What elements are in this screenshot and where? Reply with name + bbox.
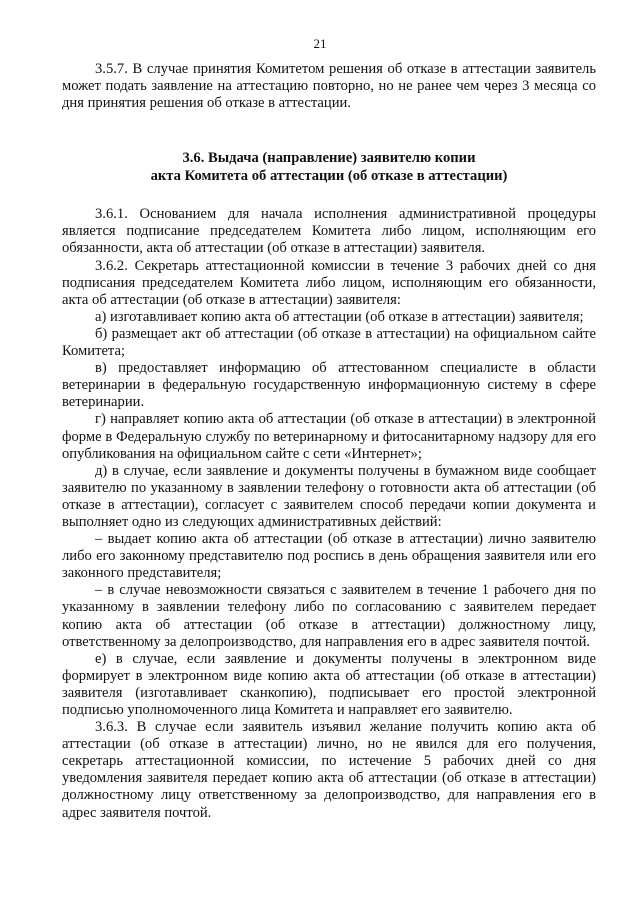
page-number: 21 bbox=[313, 36, 327, 51]
section-heading-3-6 bbox=[62, 150, 596, 185]
dash-item-1: – выдает копию акта об аттестации (об отказе в аттестации) лично заявителю либо его законному представителю под роспись в день обращения заявителя или его законного представителя; bbox=[62, 531, 596, 582]
list-item-v: в) предоставляет информацию об аттестованном специалисте в области ветеринарии в федеральную государственную информационную систему в сфере ветеринарии. bbox=[62, 360, 596, 411]
paragraph-3-6-2: 3.6.2. Секретарь аттестационной комиссии в течение 3 рабочих дней со дня подписания председателем Комитета либо лицом, исполняющим его обязанности, акта об аттестации (об отказе в аттестации) заявителя: bbox=[62, 257, 596, 308]
section-heading-line-2: акта Комитета об аттестации (об отказе в аттестации) bbox=[150, 167, 508, 184]
paragraph-3-5-7: 3.5.7. В случае принятия Комитетом решения об отказе в аттестации заявитель может подать заявление на аттестацию повторно, но не ранее чем через 3 месяца со дня принятия решения об отказе в аттестации. bbox=[62, 61, 596, 112]
list-item-d: д) в случае, если заявление и документы получены в бумажном виде сообщает заявителю по указанному в заявлении телефону о готовности акта об аттестации (об отказе в аттестации), согласует с заявителем способ передачи копии документа и выполняет одно из следующих административных действий: bbox=[62, 462, 596, 530]
document-body bbox=[62, 61, 596, 822]
paragraph-3-6-3: 3.6.3. В случае если заявитель изъявил желание получить копию акта об аттестации (об отказе в аттестации) лично, но не явился для его получения, секретарь аттестационной комиссии, по истечение 5 рабочих дней со дня уведомления заявителя передает копию акта об аттестации (об отказе в аттестации) должностному лицу ответственному за делопроизводство, для направления его в адрес заявителя почтой. bbox=[62, 719, 596, 821]
paragraph-3-6-1: 3.6.1. Основанием для начала исполнения административной процедуры является подписание председателем Комитета либо лицом, исполняющим его обязанности, акта об аттестации (об отказе в аттестации) заявителя. bbox=[62, 206, 596, 257]
list-item-e: е) в случае, если заявление и документы получены в электронном виде формирует в электронном виде копию акта об аттестации (об отказе в аттестации) заявителя (изготавливает сканкопию), подписывает его простой электронной подписью уполномоченного лица Комитета и направляет его заявителю. bbox=[62, 650, 596, 718]
list-item-a: а) изготавливает копию акта об аттестации (об отказе в аттестации) заявителя; bbox=[95, 308, 584, 325]
list-item-b: б) размещает акт об аттестации (об отказе в аттестации) на официальном сайте Комитета; bbox=[62, 325, 596, 360]
list-item-g: г) направляет копию акта об аттестации (об отказе в аттестации) в электронной форме в Федеральную службу по ветеринарному и фитосанитарному надзору для его опубликования на официальном сайте с сети «Интернет»; bbox=[62, 411, 596, 462]
dash-item-2: – в случае невозможности связаться с заявителем в течение 1 рабочего дня по указанному в заявлении телефону либо по согласованию с заявителем передает копию акта об аттестации (об отказе в аттестации) должностному лицу, ответственному за делопроизводство, для направления его в адрес заявителя почтой. bbox=[62, 582, 596, 650]
section-heading-line-1: 3.6. Выдача (направление) заявителю копии bbox=[182, 150, 476, 167]
